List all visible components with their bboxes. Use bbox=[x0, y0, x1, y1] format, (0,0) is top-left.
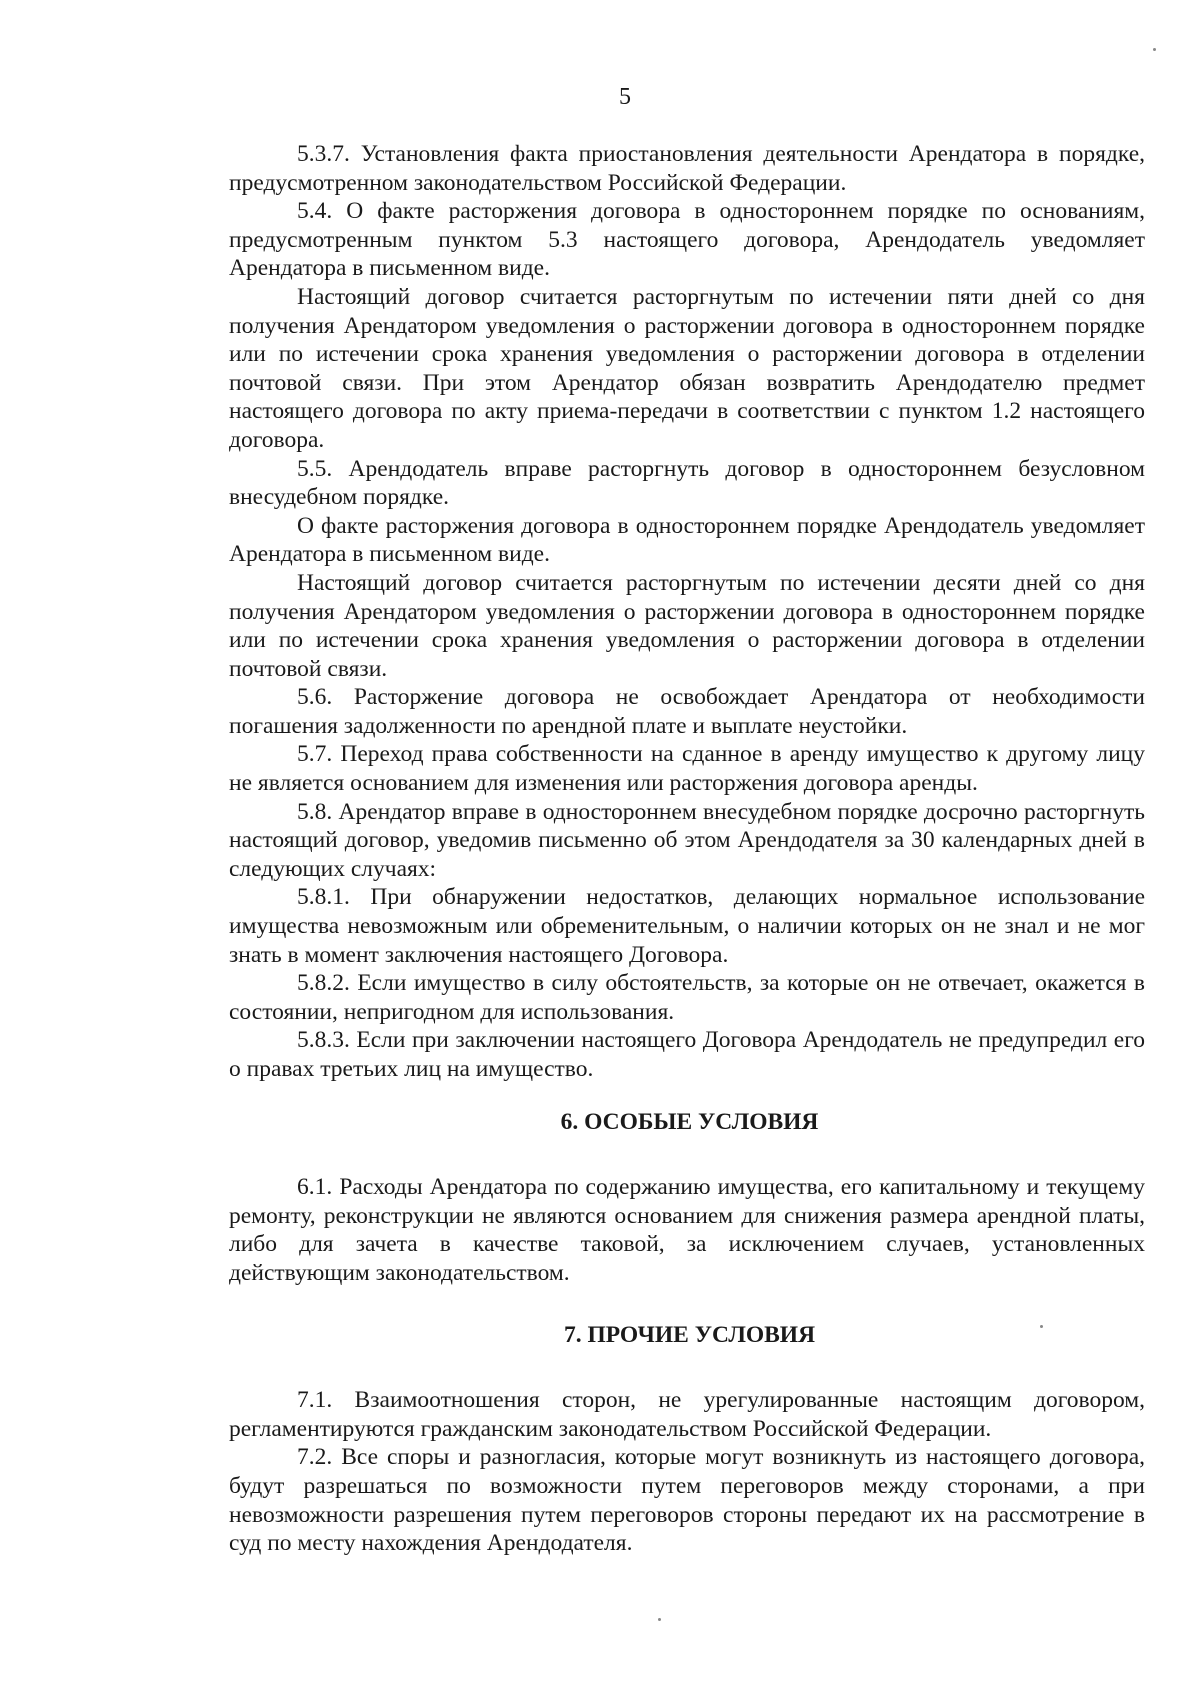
paragraph-5-6: 5.6. Расторжение договора не освобождает Арендатора от необходимости погашения задолженности по арендной плате и выплате неустойки. bbox=[229, 684, 1145, 739]
paragraph-7-1: 7.1. Взаимоотношения сторон, не урегулированные настоящим договором, регламентируются гражданским законодательством Российской Федерации. bbox=[229, 1387, 1145, 1442]
scan-speck bbox=[1040, 1325, 1043, 1328]
paragraph-5-4: 5.4. О факте расторжения договора в одностороннем порядке по основаниям, предусмотренным пунктом 5.3 настоящего договора, Арендодатель уведомляет Арендатора в письменном виде. bbox=[229, 198, 1145, 282]
scan-speck bbox=[658, 1618, 661, 1621]
paragraph-5-5: 5.5. Арендодатель вправе расторгнуть договор в одностороннем безусловном внесудебном порядке. bbox=[229, 455, 1145, 511]
section-6-heading: 6. ОСОБЫЕ УСЛОВИЯ bbox=[560, 1108, 819, 1135]
document-body bbox=[229, 140, 1145, 1558]
paragraph-5-5-notice: О факте расторжения договора в одностороннем порядке Арендодатель уведомляет Арендатора в письменном виде. bbox=[229, 512, 1145, 568]
paragraph-5-7: 5.7. Переход права собственности на сданное в аренду имущество к другому лицу не является основанием для изменения или расторжения договора аренды. bbox=[229, 741, 1145, 797]
paragraph-5-8-1: 5.8.1. При обнаружении недостатков, делающих нормальное использование имущества невозможным или обременительным, о наличии которых он не знал и не мог знать в момент заключения настоящего Договора. bbox=[229, 884, 1145, 968]
section-7-heading: 7. ПРОЧИЕ УСЛОВИЯ bbox=[563, 1321, 816, 1348]
paragraph-7-2: 7.2. Все споры и разногласия, которые могут возникнуть из настоящего договора, будут разрешаться по возможности путем переговоров между сторонами, а при невозможности разрешения путем переговоров стороны передают их на рассмотрение в суд по месту нахождения Арендодателя. bbox=[229, 1444, 1145, 1557]
paragraph-5-8: 5.8. Арендатор вправе в одностороннем внесудебном порядке досрочно расторгнуть настоящий договор, уведомив письменно об этом Арендодателя за 30 календарных дней в следующих случаях: bbox=[229, 798, 1145, 882]
paragraph-6-1: 6.1. Расходы Арендатора по содержанию имущества, его капитальному и текущему ремонту, реконструкции не являются основанием для снижения размера арендной платы, либо для зачета в качестве таковой, за исключением случаев, установленных действующим законодательством. bbox=[229, 1174, 1145, 1286]
page-number: 5 bbox=[619, 84, 631, 110]
paragraph-5-5-termination: Настоящий договор считается расторгнутым по истечении десяти дней со дня получения Арендатором уведомления о расторжении договора в одностороннем порядке или по истечении срока хранения уведомления о расторжении договора в отделении почтовой связи. bbox=[229, 569, 1145, 682]
paragraph-5-8-3: 5.8.3. Если при заключении настоящего Договора Арендодатель не предупредил его о правах третьих лиц на имущество. bbox=[229, 1027, 1145, 1082]
paragraph-5-4-termination: Настоящий договор считается расторгнутым по истечении пяти дней со дня получения Арендатором уведомления о расторжении договора в одностороннем порядке или по истечении срока хранения уведомления о расторжении договора в отделении почтовой связи. При этом Арендатор обязан возвратить Арендодателю предмет настоящего договора по акту приема-передачи в соответствии с пунктом 1.2 настоящего договора. bbox=[229, 283, 1145, 453]
paragraph-5-3-7: 5.3.7. Установления факта приостановления деятельности Арендатора в порядке, предусмотренном законодательством Российской Федерации. bbox=[229, 141, 1145, 196]
scan-speck bbox=[1153, 48, 1156, 51]
paragraph-5-8-2: 5.8.2. Если имущество в силу обстоятельств, за которые он не отвечает, окажется в состоянии, непригодном для использования. bbox=[229, 970, 1145, 1025]
